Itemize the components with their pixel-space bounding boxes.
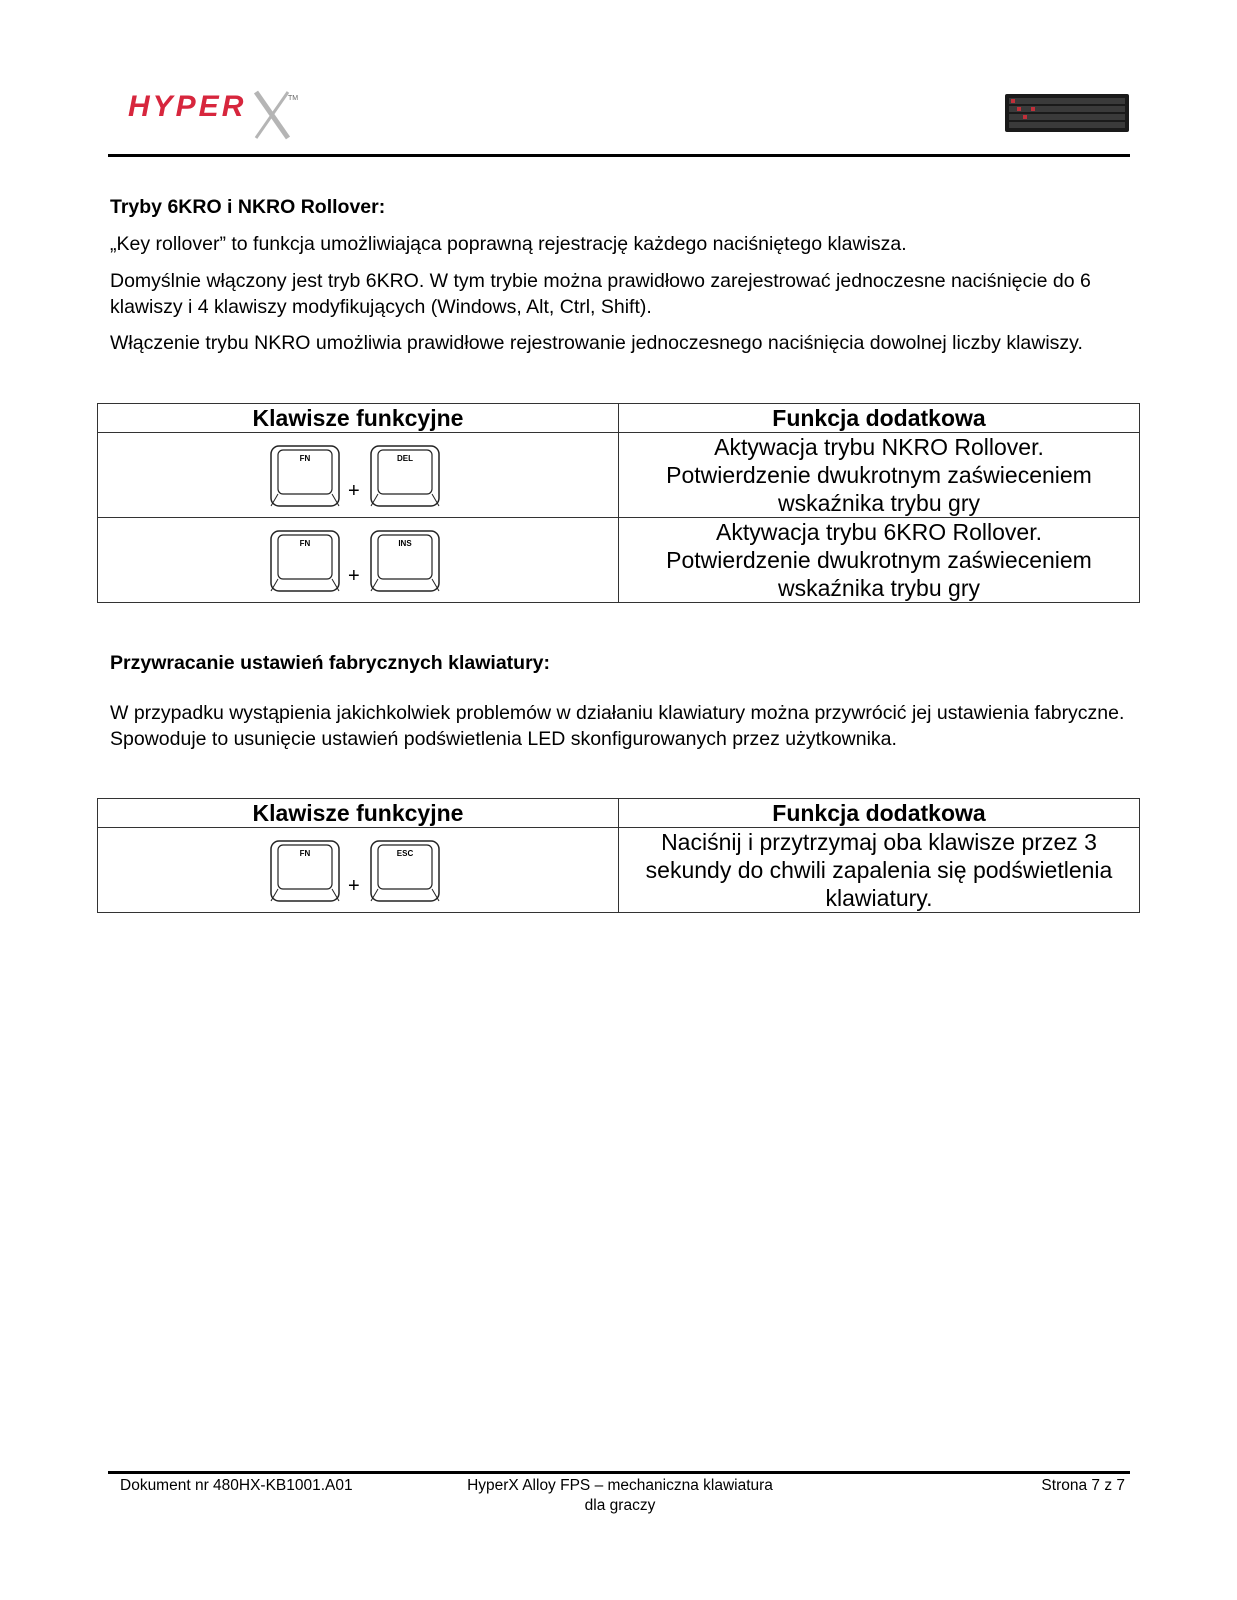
header-divider	[108, 154, 1130, 157]
keycap-label-ins: INS	[398, 539, 412, 548]
keycap-icon	[270, 530, 340, 592]
key-combination-cell	[98, 518, 619, 603]
svg-text:HYPER: HYPER	[128, 90, 247, 123]
function-description	[619, 518, 1140, 603]
keycap-icon	[270, 840, 340, 902]
column-header-function: Funkcja dodatkowa	[619, 404, 1140, 433]
function-keys-table-reset	[97, 798, 1140, 913]
section-heading-factory-reset: Przywracanie ustawień fabrycznych klawiatury:	[110, 652, 551, 674]
description-line: Potwierdzenie dwukrotnym zaświeceniem	[666, 547, 1092, 573]
table-row	[98, 828, 1140, 913]
description-line: wskaźnika trybu gry	[778, 575, 980, 601]
keycap-icon	[370, 445, 440, 507]
column-header-keys: Klawisze funkcyjne	[98, 404, 619, 433]
description-line: klawiatury.	[825, 885, 933, 911]
key-combination-cell	[98, 433, 619, 518]
footer-title	[450, 1476, 790, 1516]
hyperx-logo	[128, 86, 308, 144]
description-line: Aktywacja trybu NKRO Rollover.	[714, 434, 1044, 460]
description-line: Aktywacja trybu 6KRO Rollover.	[716, 519, 1042, 545]
footer-title-line: HyperX Alloy FPS – mechaniczna klawiatura	[467, 1477, 773, 1494]
table-row	[98, 518, 1140, 603]
plus-sign: +	[348, 480, 360, 502]
column-header-keys: Klawisze funkcyjne	[98, 799, 619, 828]
keycap-icon	[370, 530, 440, 592]
column-header-function: Funkcja dodatkowa	[619, 799, 1140, 828]
footer-divider	[108, 1471, 1130, 1474]
table-header-row	[98, 404, 1140, 433]
plus-sign: +	[348, 565, 360, 587]
paragraph-factory-reset: W przypadku wystąpienia jakichkolwiek problemów w działaniu klawiatury można przywrócić jej ustawienia fabryczne. Spowoduje to usunięcie ustawień podświetlenia LED skonfigurowanych przez użytkownika.	[110, 702, 1125, 750]
description-line: Potwierdzenie dwukrotnym zaświeceniem	[666, 462, 1092, 488]
keycap-label-del: DEL	[397, 454, 413, 463]
key-combination	[270, 840, 440, 902]
table-row	[98, 433, 1140, 518]
keycap-label-fn: FN	[299, 849, 311, 858]
key-combination-cell	[98, 828, 619, 913]
function-description	[619, 828, 1140, 913]
paragraph-nkro: Włączenie trybu NKRO umożliwia prawidłowe rejestrowanie jednoczesnego naciśnięcia dowolnej liczby klawiszy.	[110, 332, 1083, 354]
keycap-label-esc: ESC	[396, 849, 414, 858]
footer-title-line: dla graczy	[584, 1497, 656, 1514]
paragraph-6kro-default: Domyślnie włączony jest tryb 6KRO. W tym trybie można prawidłowo zarejestrować jednoczesne naciśnięcie do 6 klawiszy i 4 klawiszy modyfikujących (Windows, Alt, Ctrl, Shift).	[110, 270, 1091, 318]
paragraph-key-rollover: „Key rollover” to funkcja umożliwiająca poprawną rejestrację każdego naciśniętego klawisza.	[110, 233, 907, 255]
keycap-label-fn: FN	[299, 539, 311, 548]
description-line: wskaźnika trybu gry	[778, 490, 980, 516]
keycap-icon	[270, 445, 340, 507]
keycap-icon	[370, 840, 440, 902]
table-header-row	[98, 799, 1140, 828]
description-line: sekundy do chwili zapalenia się podświetlenia	[645, 857, 1113, 883]
footer-page-number: Strona 7 z 7	[1041, 1477, 1125, 1494]
keyboard-thumbnail-icon	[1005, 94, 1129, 132]
svg-text:TM: TM	[288, 95, 299, 102]
footer-doc-number: Dokument nr 480HX-KB1001.A01	[120, 1477, 353, 1494]
keycap-label-fn: FN	[299, 454, 311, 463]
function-keys-table-rollover	[97, 403, 1140, 603]
key-combination	[270, 530, 440, 592]
plus-sign: +	[348, 875, 360, 897]
section-heading-rollover: Tryby 6KRO i NKRO Rollover:	[110, 196, 386, 218]
description-line: Naciśnij i przytrzymaj oba klawisze przez 3	[661, 829, 1097, 855]
key-combination	[270, 445, 440, 507]
function-description	[619, 433, 1140, 518]
